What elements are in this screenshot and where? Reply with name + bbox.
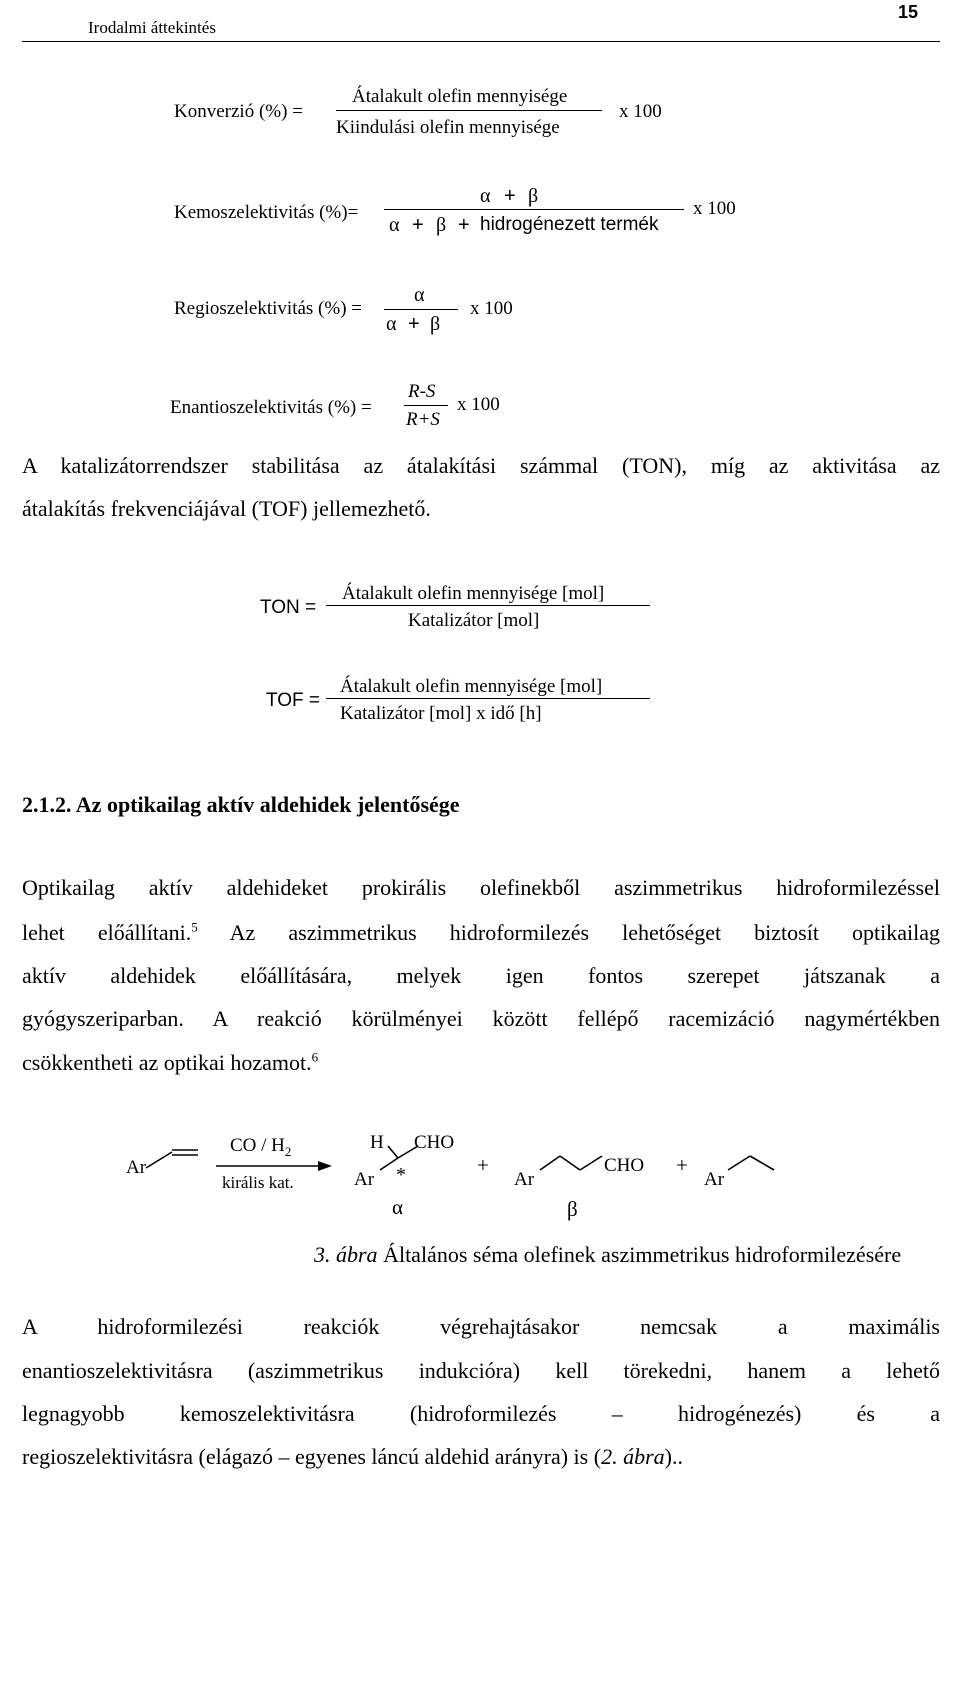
figure-caption-text: Általános séma olefinek aszimmetrikus hidroformilezésére (383, 1242, 902, 1267)
enantioselectivity-factor: x 100 (457, 394, 500, 415)
ton-numerator: Átalakult olefin mennyisége [mol] (342, 583, 605, 604)
beta-bond-1 (540, 1156, 560, 1170)
tof-denominator: Katalizátor [mol] x idő [h] (340, 703, 542, 724)
regio-den-plus: + (408, 313, 420, 335)
page-number: 15 (898, 2, 919, 22)
para1-line2: átalakítás frekvenciájával (TOF) jellemezhető. (22, 496, 431, 521)
chemo-den-alpha: α (389, 214, 400, 236)
scheme-reagent-subscript: 2 (284, 1143, 292, 1159)
beta-bond-3 (580, 1156, 602, 1170)
scheme-arrow-reagent (230, 1135, 291, 1157)
para3-line4a: regioszelektivitásra (elágazó – egyenes láncú aldehid arányra) is ( (22, 1444, 602, 1469)
para2-line1: Optikailag aktív aldehideket prokirális olefinekből aszimmetrikus hidroformilezéssel (22, 875, 940, 900)
scheme-alkane-ar: Ar (704, 1169, 725, 1190)
para3-line4b: ).. (664, 1444, 683, 1469)
reactant-single-bond (146, 1152, 172, 1168)
para2-line2b: Az aszimmetrikus hidroformilezés lehetőséget biztosít optikailag (229, 920, 940, 945)
scheme-stereocenter-star: * (396, 1164, 406, 1186)
scheme-alpha-ar: Ar (354, 1169, 375, 1190)
conversion-numerator: Átalakult olefin mennyisége (352, 86, 568, 107)
scheme-reagent-text: CO / H (230, 1135, 285, 1156)
para3-line1: A hidroformilezési reakciók végrehajtásakor nemcsak a maximális (22, 1314, 940, 1339)
regio-den-alpha: α (386, 313, 397, 335)
para1-line1: A katalizátorrendszer stabilitása az átalakítási számmal (TON), míg az aktivitása az (22, 453, 940, 478)
ton-lhs: TON = (260, 597, 317, 618)
para3-line4 (22, 1444, 683, 1470)
tof-fraction-bar (326, 698, 650, 699)
scheme-alpha-cho: CHO (414, 1132, 455, 1153)
chemo-den-plus1: + (412, 214, 424, 236)
scheme-arrow-catalyst: királis kat. (222, 1173, 294, 1192)
regio-den-beta: β (430, 313, 441, 335)
chemo-den-text: hidrogénezett termék (480, 214, 659, 235)
para2-line3: aktív aldehidek előállítására, melyek igen fontos szerepet játszanak a (22, 963, 940, 988)
reference-6: 6 (311, 1049, 319, 1065)
reference-5: 5 (191, 919, 198, 935)
scheme-alpha-label: α (392, 1195, 404, 1219)
scheme-plus-1: + (477, 1153, 489, 1177)
alpha-bond-h (388, 1146, 398, 1158)
chemo-num-alpha: α (480, 185, 491, 207)
beta-bond-2 (560, 1156, 580, 1170)
chemo-fraction-bar (384, 209, 684, 210)
ton-fraction-bar (326, 605, 650, 606)
para2-line2a: lehet előállítani. (22, 920, 192, 945)
alkane-bond-2 (750, 1156, 774, 1170)
conversion-denominator: Kiindulási olefin mennyisége (336, 117, 560, 138)
regioselectivity-lhs: Regioszelektivitás (%) = (174, 298, 362, 319)
ton-denominator: Katalizátor [mol] (408, 610, 540, 631)
regio-fraction-bar (384, 309, 458, 310)
para2-line2 (22, 920, 940, 946)
para2-line5 (22, 1050, 318, 1076)
chemo-num-beta: β (528, 185, 539, 207)
figure-caption (314, 1242, 901, 1268)
running-header: Irodalmi áttekintés (88, 18, 216, 37)
chemo-num-plus: + (504, 185, 516, 207)
regioselectivity-factor: x 100 (470, 298, 513, 319)
figure-reference: 2. ábra (601, 1444, 665, 1469)
scheme-alpha-h: H (370, 1132, 384, 1153)
conversion-factor: x 100 (619, 101, 662, 122)
enantio-numerator: R-S (408, 381, 436, 402)
conversion-lhs: Konverzió (%) = (174, 101, 303, 122)
scheme-reactant-ar: Ar (126, 1157, 147, 1178)
header-rule (22, 41, 940, 42)
figure-number: 3. ábra (314, 1242, 378, 1267)
conversion-fraction-bar (336, 110, 602, 111)
scheme-plus-2: + (676, 1153, 688, 1177)
para2-line4: gyógyszeriparban. A reakció körülményei között fellépő racemizáció nagymértékben (22, 1006, 940, 1031)
chemoselectivity-factor: x 100 (693, 198, 736, 219)
para3-line2: enantioszelektivitásra (aszimmetrikus indukcióra) kell törekedni, hanem a lehető (22, 1358, 940, 1383)
enantio-denominator: R+S (406, 409, 440, 430)
para3-line3: legnagyobb kemoszelektivitásra (hidroformilezés – hidrogénezés) és a (22, 1401, 940, 1426)
para2-line5-text: csökkentheti az optikai hozamot. (22, 1050, 312, 1075)
tof-lhs: TOF = (266, 690, 321, 711)
scheme-beta-label: β (567, 1197, 578, 1221)
chemoselectivity-lhs: Kemoszelektivitás (%)= (174, 202, 359, 223)
enantioselectivity-lhs: Enantioszelektivitás (%) = (170, 397, 372, 418)
enantio-fraction-bar (404, 405, 448, 406)
tof-numerator: Átalakult olefin mennyisége [mol] (340, 676, 603, 697)
scheme-beta-ar: Ar (514, 1169, 535, 1190)
chemo-den-beta: β (436, 214, 447, 236)
scheme-beta-cho: CHO (604, 1155, 645, 1176)
chemo-den-plus2: + (458, 214, 470, 236)
regio-numerator-alpha: α (414, 284, 425, 306)
reaction-arrow-head (318, 1161, 332, 1171)
alkane-bond-1 (728, 1156, 750, 1170)
section-heading: 2.1.2. Az optikailag aktív aldehidek jelentősége (22, 792, 460, 817)
